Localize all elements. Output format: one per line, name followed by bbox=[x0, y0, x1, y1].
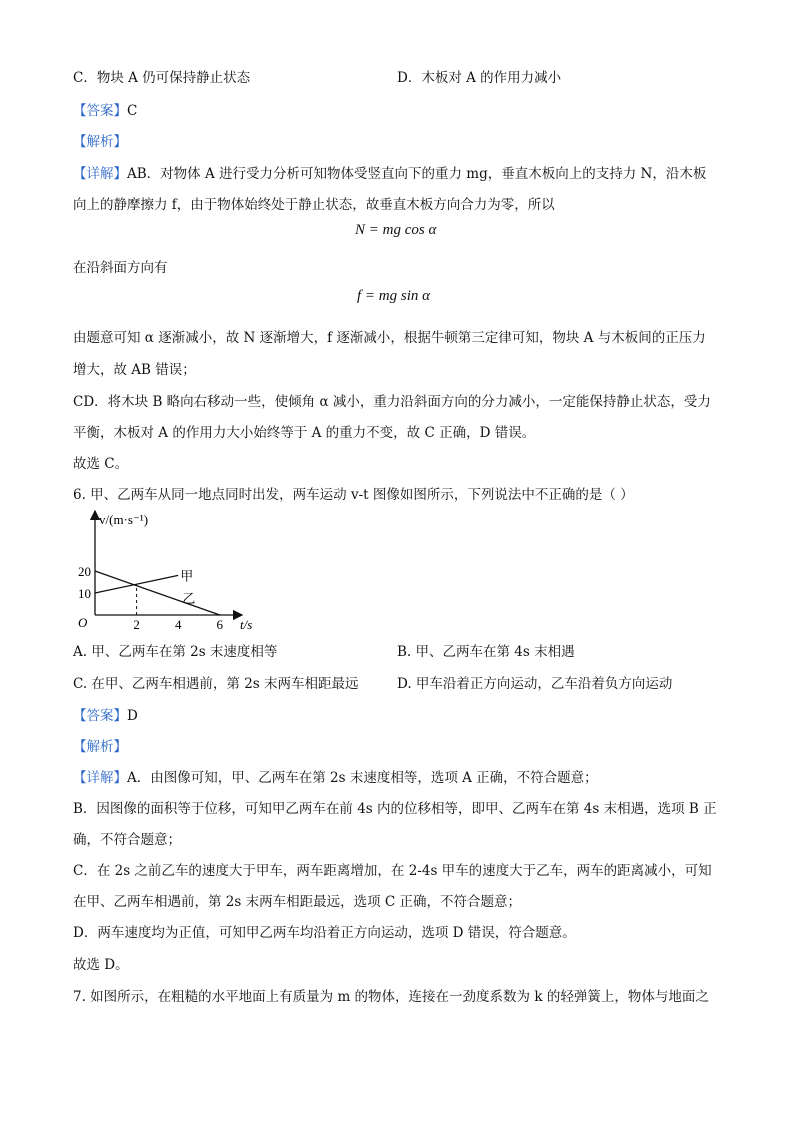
q5-option-c: C．物块 A 仍可保持静止状态 bbox=[73, 70, 251, 86]
q6-detail-b-line-2: 确，不符合题意； bbox=[73, 832, 181, 848]
q6-detail-d: D．两车速度均为正值，可知甲乙两车均沿着正方向运动，选项 D 错误，符合题意。 bbox=[73, 925, 576, 941]
answer-tag: 【答案】 bbox=[73, 103, 127, 119]
q6-option-a: A. 甲、乙两车在第 2s 末速度相等 bbox=[73, 644, 278, 660]
q5-para3-line-2: 平衡，木板对 A 的作用力大小始终等于 A 的重力不变，故 C 正确，D 错误。 bbox=[73, 425, 536, 441]
q6-stem: 6. 甲、乙两车从同一地点同时出发，两车运动 v-t 图像如图所示，下列说法中不正确的是（ ） bbox=[73, 487, 634, 503]
x-tick-label: 4 bbox=[174, 617, 182, 630]
q7-stem: 7. 如图所示，在粗糙的水平地面上有质量为 m 的物体，连接在一劲度系数为 k 的轻弹簧上，物体与地面之 bbox=[73, 989, 709, 1005]
answer-tag: 【答案】 bbox=[73, 708, 127, 724]
analysis-tag: 【解析】 bbox=[73, 134, 127, 150]
q6-conclusion: 故选 D。 bbox=[73, 957, 129, 973]
q6-option-d: D. 甲车沿着正方向运动，乙车沿着负方向运动 bbox=[397, 676, 673, 692]
x-tick-label: 2 bbox=[133, 617, 140, 630]
detail-tag: 【详解】 bbox=[73, 166, 127, 182]
q5-option-d: D．木板对 A 的作用力减小 bbox=[397, 70, 562, 86]
vt-chart bbox=[70, 505, 270, 630]
x-tick-label: 6 bbox=[216, 617, 224, 630]
y-axis-label: v/(m·s⁻¹) bbox=[99, 512, 149, 527]
answer-value: D bbox=[127, 708, 138, 724]
q6-answer-line bbox=[73, 704, 138, 724]
equation-normal-force: N = mg cos α bbox=[355, 222, 437, 238]
q5-para2-line-2: 增大，故 AB 错误； bbox=[73, 362, 196, 378]
q5-para3-line-1: CD．将木块 B 略向右移动一些，使倾角 α 减小，重力沿斜面方向的分力减小，一定能保持静止状态，受力 bbox=[73, 394, 711, 410]
q5-detail-line-1 bbox=[73, 162, 706, 182]
q6-option-b: B. 甲、乙两车在第 4s 末相遇 bbox=[397, 644, 575, 660]
q6-detail-c-line-1: C．在 2s 之前乙车的速度大于甲车，两车距离增加，在 2-4s 甲车的速度大于乙车，两车的距离减小，可知 bbox=[73, 863, 712, 879]
q6-option-c: C. 在甲、乙两车相遇前，第 2s 末两车相距最远 bbox=[73, 676, 359, 692]
x-axis-label: t/s bbox=[240, 617, 253, 630]
y-tick-label: 10 bbox=[78, 586, 91, 601]
series-line-yi bbox=[95, 571, 220, 615]
detail-text: AB．对物体 A 进行受力分析可知物体受竖直向下的重力 mg，垂直木板向上的支持力 N，沿木板 bbox=[127, 166, 707, 182]
detail-tag: 【详解】 bbox=[73, 770, 127, 786]
along-slope-text: 在沿斜面方向有 bbox=[73, 260, 168, 276]
answer-value: C bbox=[127, 103, 138, 119]
q6-detail-c-line-2: 在甲、乙两车相遇前，第 2s 末两车相距最远，选项 C 正确，不符合题意； bbox=[73, 894, 522, 910]
series-label-yi: 乙 bbox=[182, 590, 196, 606]
origin-label: O bbox=[78, 615, 88, 630]
q6-detail-a bbox=[73, 766, 598, 786]
q6-detail-b-line-1: B．因图像的面积等于位移，可知甲乙两车在前 4s 内的位移相等，即甲、乙两车在第 4s 末相遇，选项 B 正 bbox=[73, 801, 717, 817]
equation-friction: f = mg sin α bbox=[357, 288, 431, 304]
q5-answer-line bbox=[73, 99, 137, 119]
q5-conclusion: 故选 C。 bbox=[73, 456, 129, 472]
q5-para2-line-1: 由题意可知 α 逐渐减小，故 N 逐渐增大，f 逐渐减小，根据牛顿第三定律可知，物块 A 与木板间的正压力 bbox=[73, 330, 706, 346]
q5-detail-line-2: 向上的静摩擦力 f，由于物体始终处于静止状态，故垂直木板方向合力为零，所以 bbox=[73, 197, 555, 213]
detail-text: A．由图像可知，甲、乙两车在第 2s 末速度相等，选项 A 正确，不符合题意； bbox=[127, 770, 598, 786]
series-label-jia: 甲 bbox=[180, 568, 194, 584]
analysis-tag: 【解析】 bbox=[73, 739, 127, 755]
y-tick-label: 20 bbox=[78, 564, 91, 579]
